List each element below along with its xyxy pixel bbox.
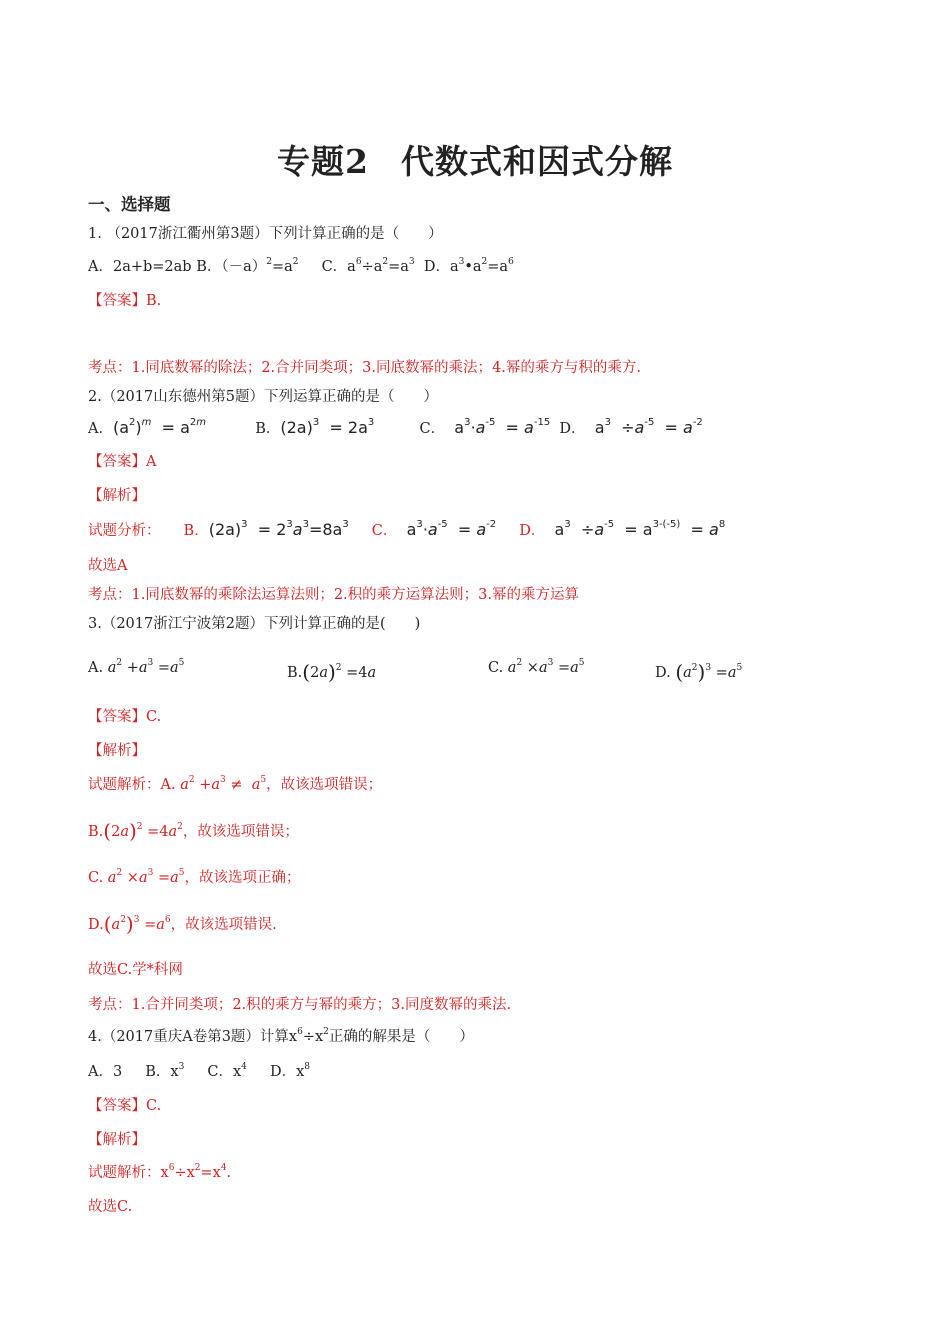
question-2-stem: 2.（2017山东德州第5题）下列运算正确的是（ ） [88, 389, 438, 405]
question-3-answer: 【答案】C. [88, 709, 162, 725]
question-3-point: 考点：1.合并同类项；2.积的乘方与幂的乘方；3.同度数幂的乘法. [88, 997, 512, 1013]
question-2-point: 考点：1.同底数幂的乘除法运算法则；2.积的乘方运算法则；3.幂的乘方运算 [88, 587, 580, 603]
question-4-analysis-label: 【解析】 [88, 1132, 146, 1148]
question-3-stem: 3.（2017浙江宁波第2题）下列计算正确的是( ) [88, 616, 421, 632]
question-4-options: A．3 B．$x^3$ C．$x^4$ D．$x^8$ [88, 1062, 310, 1080]
question-3-detail-d: $D.(a^2)^3 =a^6$，故该选项错误. [88, 912, 277, 936]
question-1-stem: 1. （2017浙江衢州第3题）下列计算正确的是（ ） [88, 226, 443, 242]
question-2-conclusion: 故选A [88, 558, 128, 574]
question-1-answer: 【答案】B. [88, 293, 162, 309]
question-3-detail-b: $B.(2a)^2 =4a^2$，故该选项错误； [88, 819, 299, 843]
question-3-analysis-label: 【解析】 [88, 743, 146, 759]
question-3-option-c: C. $a^2 \times a^3 =a^5$ [488, 658, 585, 676]
question-2-options: A．$(a^2)^m = a^{2m}$ B．$(2a)^3 = 2a^3$ C． $a^3\cdot a^{-5} = a^{-15}$ D． $a^3 \div a^{-5} = a^{-2}$ [88, 417, 703, 437]
question-3-option-a: A. $a^2 +a^3 =a^5$ [88, 658, 185, 676]
question-3-conclusion: 故选C.学*科网 [88, 962, 183, 978]
question-3-detail-c: C. $a^2 \times a^3 =a^5$，故该选项正确； [88, 868, 301, 886]
question-1-options: A．2a+b=2ab B．$(-a)^2=a^2$ C．$a^6\div a^2=a^3$ D．$a^3•a^2=a^6$ [88, 257, 514, 275]
question-2-analysis-label: 【解析】 [88, 488, 146, 504]
question-4-stem: 4.（2017重庆A卷第3题）计算$x^6\div x^2$正确的解果是（ ） [88, 1027, 474, 1045]
question-3-option-d: D. $(a^2)^3 =a^5$ [655, 660, 743, 684]
question-2-detail: 试题分析： B．$(2a)^3 = 2^3a^3=8a^3$ C． $a^3\cdot a^{-5} = a^{-2}$ D． $a^3 \div a^{-5} = a^{3-(-5)} = a^8$ [88, 519, 726, 539]
page-title: 专题2 代数式和因式分解 [277, 142, 673, 181]
question-4-conclusion: 故选C. [88, 1199, 133, 1215]
question-2-answer: 【答案】A [88, 454, 157, 470]
section-heading: 一、选择题 [88, 195, 171, 214]
question-4-answer: 【答案】C. [88, 1098, 162, 1114]
question-4-detail: 试题解析：$x^6\div x^2=x^4$. [88, 1163, 232, 1181]
question-3-option-b: $B.(2a)^2 =4a$ [287, 660, 377, 684]
question-1-point: 考点：1.同底数幂的除法；2.合并同类项；3.同底数幂的乘法；4.幂的乘方与积的乘方. [88, 360, 641, 376]
question-3-detail-a: 试题解析：A. $a^2 +a^3 \ne a^5$，故该选项错误； [88, 775, 383, 793]
